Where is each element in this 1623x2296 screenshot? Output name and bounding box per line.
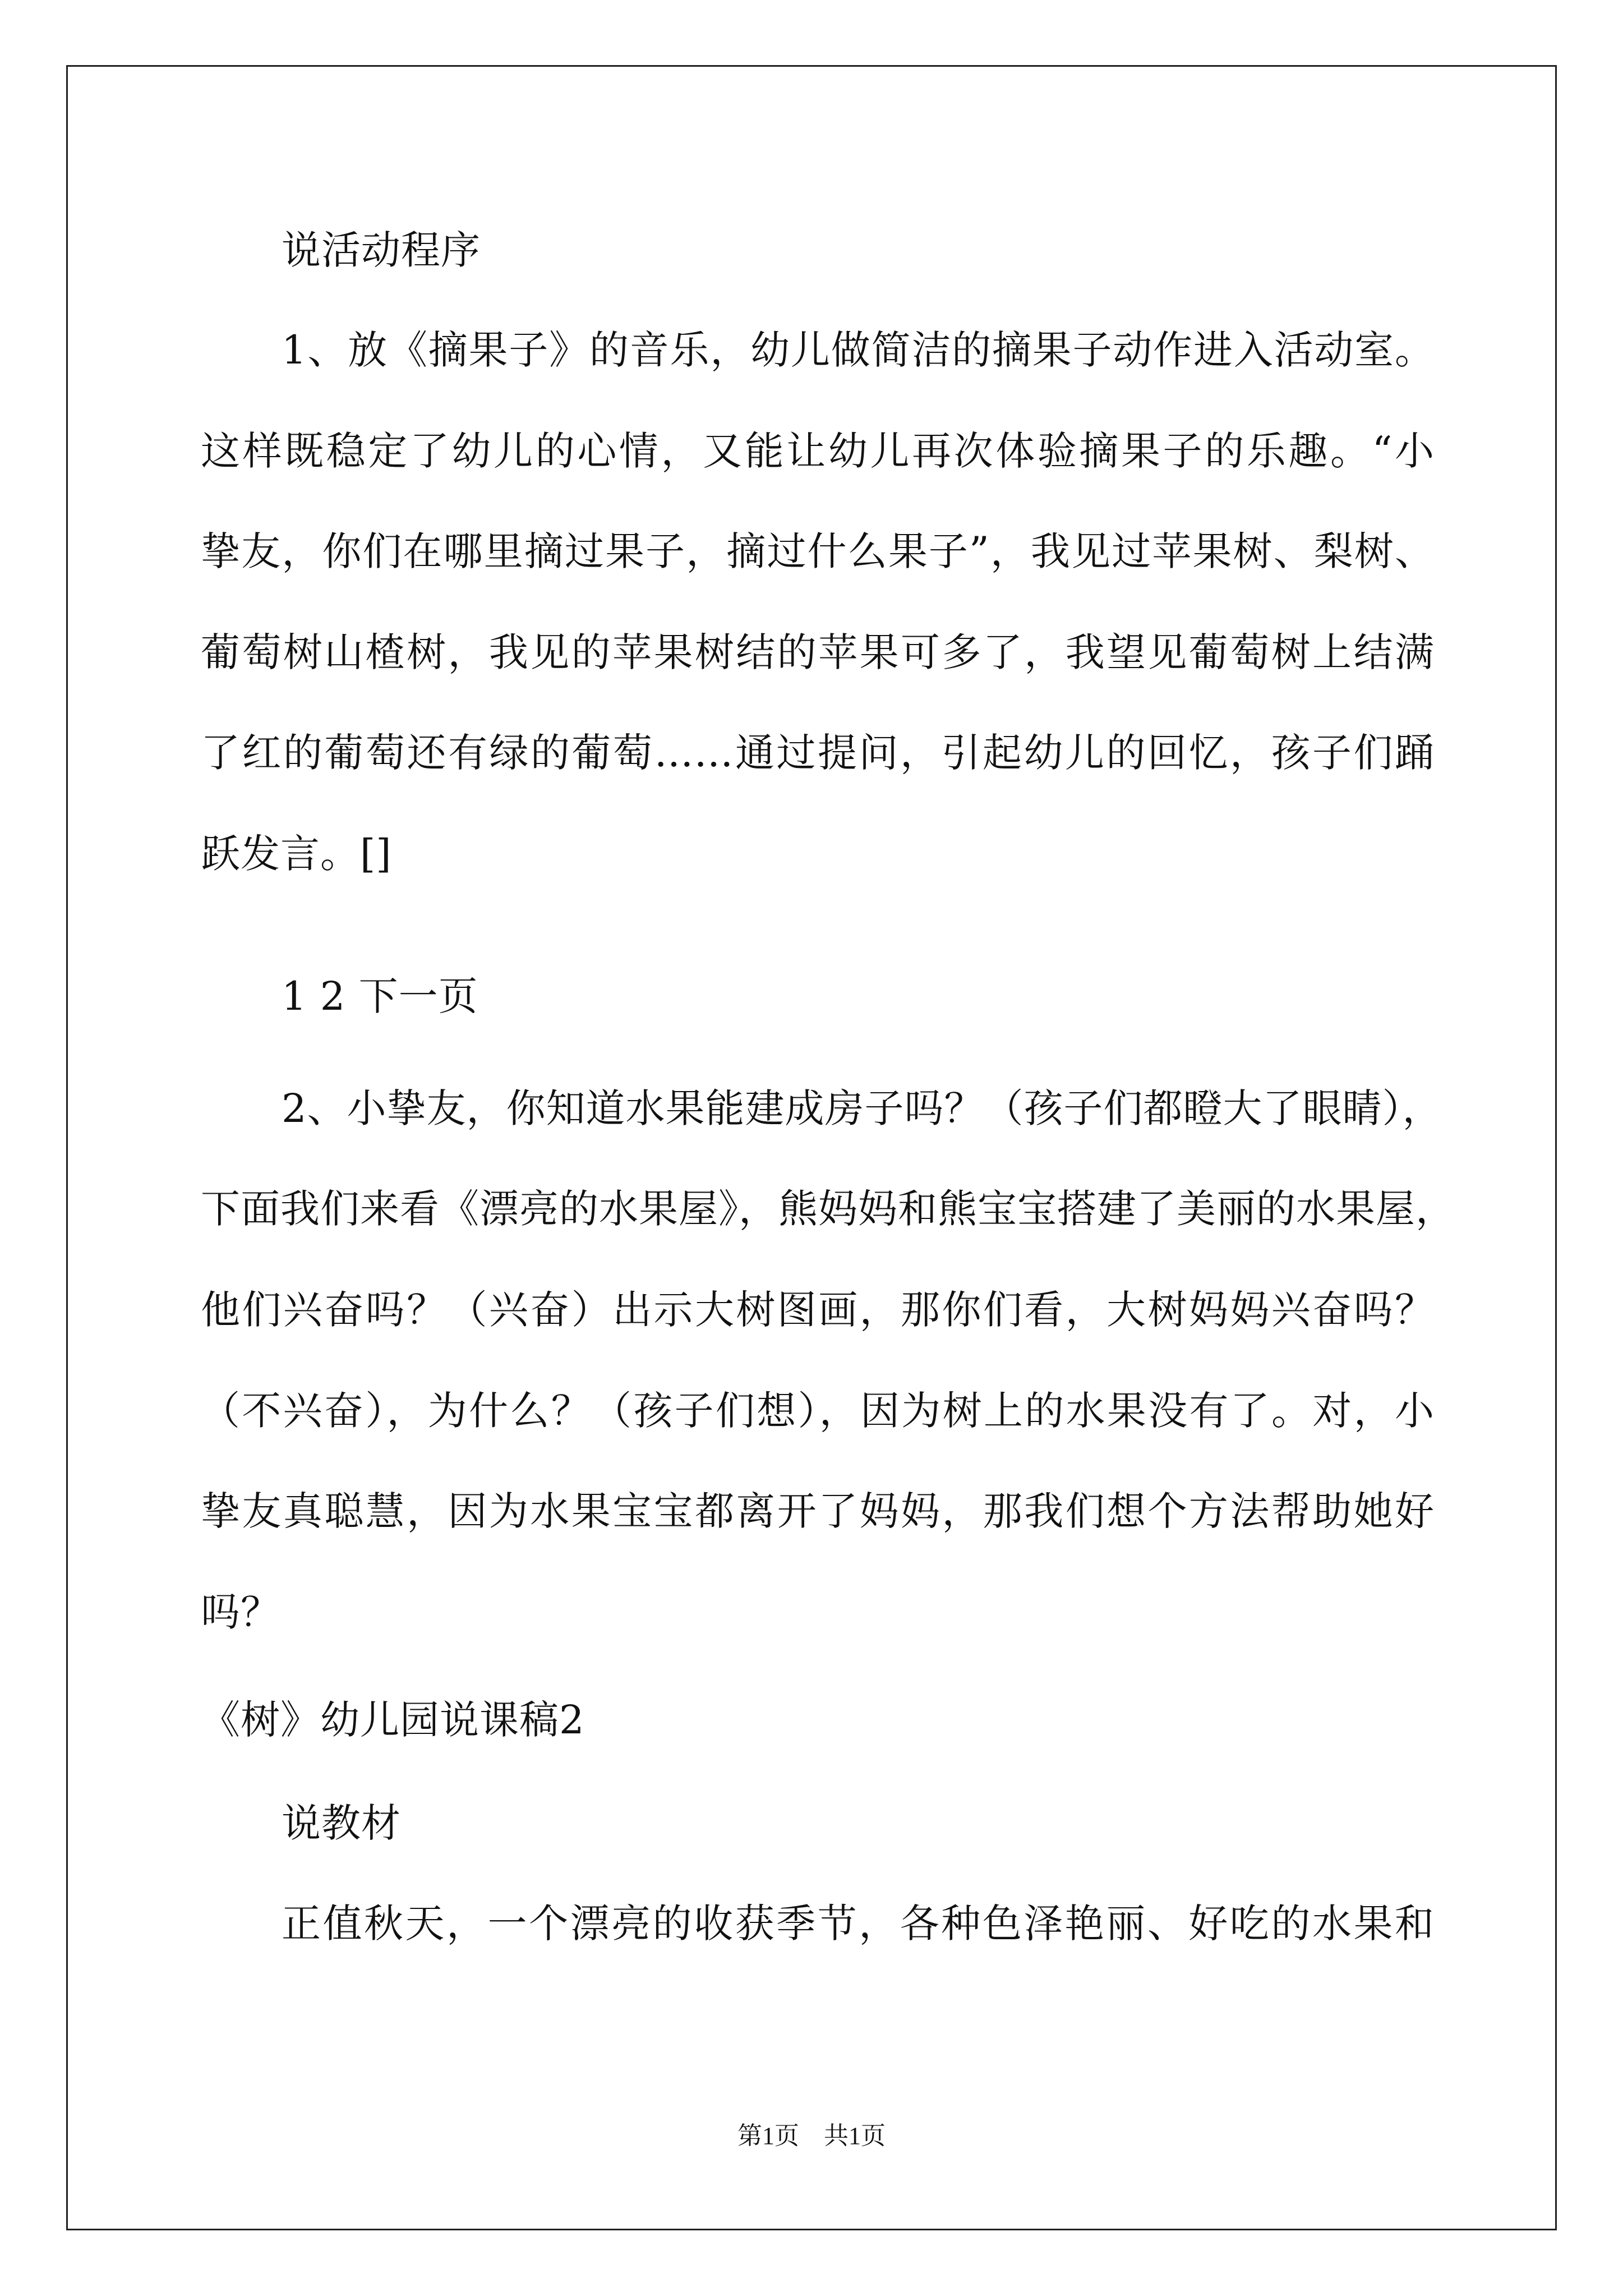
- paragraph-line: 2、小挚友，你知道水果能建成房子吗？（孩子们都瞪大了眼睛），: [282, 1085, 1442, 1131]
- paragraph-line: 挚友，你们在哪里摘过果子，摘过什么果子”，我见过苹果树、梨树、: [201, 528, 1435, 574]
- paragraph-line: 正值秋天，一个漂亮的收获季节，各种色泽艳丽、好吃的水果和: [282, 1901, 1435, 1947]
- paragraph-line: 1、放《摘果子》的音乐，幼儿做简洁的摘果子动作进入活动室。: [282, 327, 1435, 373]
- paragraph-line: 这样既稳定了幼儿的心情，又能让幼儿再次体验摘果子的乐趣。“小: [201, 428, 1435, 474]
- section-heading-activity-procedure: 说活动程序: [282, 227, 481, 273]
- paragraph-line: 跃发言。[]: [201, 831, 392, 877]
- paragraph-line: （不兴奋），为什么？（孩子们想），因为树上的水果没有了。对，小: [201, 1388, 1435, 1434]
- page-footer: 第1页 共1页: [737, 2122, 886, 2150]
- paragraph-line: 他们兴奋吗？（兴奋）出示大树图画，那你们看，大树妈妈兴奋吗？: [201, 1287, 1435, 1333]
- paragraph-line: 吗？: [201, 1589, 280, 1635]
- pagination-link[interactable]: 1 2 下一页: [282, 973, 478, 1019]
- paragraph-line: 下面我们来看《漂亮的水果屋》，熊妈妈和熊宝宝搭建了美丽的水果屋，: [201, 1186, 1455, 1232]
- section-heading-teaching-material: 说教材: [282, 1800, 401, 1846]
- paragraph-line: 葡萄树山楂树，我见的苹果树结的苹果可多了，我望见葡萄树上结满: [201, 629, 1435, 675]
- paragraph-line: 挚友真聪慧，因为水果宝宝都离开了妈妈，那我们想个方法帮助她好: [201, 1488, 1435, 1534]
- document-title: 《树》幼儿园说课稿2: [201, 1697, 585, 1743]
- paragraph-line: 了红的葡萄还有绿的葡萄……通过提问，引起幼儿的回忆，孩子们踊: [201, 730, 1435, 776]
